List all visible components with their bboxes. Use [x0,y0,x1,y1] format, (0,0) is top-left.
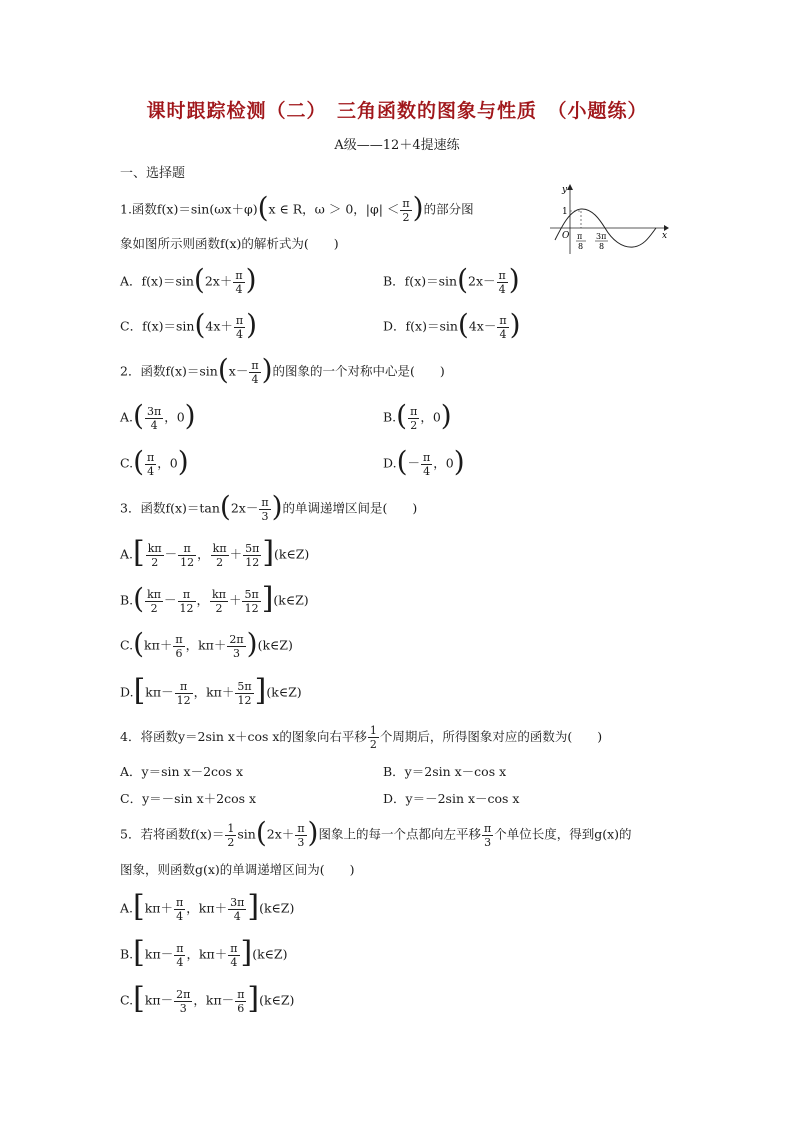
q2-stem: 2．函数f(x)＝sin(x－ $\frac{\pi}{4}$ )的图象的一个对称中心是( ) [120,353,445,386]
tick-3pi-8-num: 3π [596,232,607,241]
section-heading: 一、选择题 [120,166,186,181]
y-one-label: 1 [562,207,568,217]
origin-label: O [562,231,570,241]
q1-stem-line2: 象如图所示则函数f(x)的解析式为( ) [120,236,339,251]
tick-pi-8-num: π [577,232,583,241]
q5-stem-line1: 5．若将函数f(x)＝ $\frac{1}{2}$ sin(2x＋ $\frac{\pi}{3}$ )图象上的每一个点都向左平移 $\frac{\pi}{3}$ 个单位长度，得到g(x)的 [120,816,632,849]
q1-stem-line1: 1.函数f(x)＝sin(ωx＋φ)(x ∈ R，ω ＞ 0，|φ| ＜ $\frac{\pi}{2}$ )的部分图 [120,191,474,224]
q1-option-b[interactable]: B．f(x)＝sin(2x－ $\frac{\pi}{4}$ ) [383,263,520,296]
q1-sine-graph [550,182,670,254]
q5-stem-line2: 图象，则函数g(x)的单调递增区间为( ) [120,862,355,877]
q4-option-c[interactable]: C．y＝－sin x＋2cos x [120,791,257,806]
level-subtitle: A级——12＋4提速练 [334,138,460,153]
q3-stem: 3．函数f(x)＝tan(2x－ $\frac{\pi}{3}$ )的单调递增区间是( ) [120,490,418,523]
page-title: 课时跟踪检测（二） 三角函数的图象与性质 （小题练） [146,100,648,122]
q4-stem: 4．将函数y＝2sin x＋cos x的图象向右平移 $\frac{1}{2}$ 个周期后，所得图象对应的函数为( ) [120,724,603,751]
q1-option-a[interactable]: A．f(x)＝sin(2x＋ $\frac{\pi}{4}$ ) [120,263,257,296]
q5-option-c[interactable]: C.[kπ－ $\frac{2\pi}{3}$ ，kπ－ $\frac{\pi}{6}$ ](k∈Z) [120,981,295,1016]
q2-option-c[interactable]: C.( $\frac{\pi}{4}$ ，0) [120,445,189,478]
q1-option-d[interactable]: D．f(x)＝sin(4x－ $\frac{\pi}{4}$ ) [383,308,521,341]
q2-option-d[interactable]: D.(－ $\frac{\pi}{4}$ ，0) [383,445,465,478]
q3-option-c[interactable]: C.(kπ＋ $\frac{\pi}{6}$ ，kπ＋ $\frac{2\pi}{3}$ )(k∈Z) [120,627,293,660]
tick-3pi-8-den: 8 [599,242,605,251]
q3-option-a[interactable]: A.[ $\frac{k\pi}{2}$ － $\frac{\pi}{12}$ ， $\frac{k\pi}{2}$ ＋ $\frac{5\pi}{12}$ ](k∈Z) [120,535,310,570]
tick-pi-8-den: 8 [578,242,584,251]
q5-option-b[interactable]: B.[kπ－ $\frac{\pi}{4}$ ，kπ＋ $\frac{\pi}{4}$ ](k∈Z) [120,935,288,970]
y-axis-arrow [567,184,573,190]
y-axis-label: y [562,185,568,195]
q3-option-d[interactable]: D.[kπ－ $\frac{\pi}{12}$ ，kπ＋ $\frac{5\pi}{12}$ ](k∈Z) [120,673,302,708]
fraction: $\frac{\pi}{2}$ [402,196,410,224]
q3-option-b[interactable]: B.( $\frac{k\pi}{2}$ － $\frac{\pi}{12}$ ， $\frac{k\pi}{2}$ ＋ $\frac{5\pi}{12}$ ](k∈Z) [120,581,309,616]
q5-option-a[interactable]: A.[kπ＋ $\frac{\pi}{4}$ ，kπ＋ $\frac{3\pi}{4}$ ](k∈Z) [120,889,295,924]
q4-option-b[interactable]: B．y＝2sin x－cos x [383,764,507,779]
q4-option-a[interactable]: A．y＝sin x－2cos x [120,764,243,779]
q1-option-c[interactable]: C．f(x)＝sin(4x＋ $\frac{\pi}{4}$ ) [120,308,258,341]
q2-option-b[interactable]: B.( $\frac{\pi}{2}$ ，0) [383,399,452,432]
x-axis-label: x [662,231,668,241]
q2-option-a[interactable]: A.( $\frac{3\pi}{4}$ ，0) [120,399,196,432]
q4-option-d[interactable]: D．y＝－2sin x－cos x [383,791,520,806]
